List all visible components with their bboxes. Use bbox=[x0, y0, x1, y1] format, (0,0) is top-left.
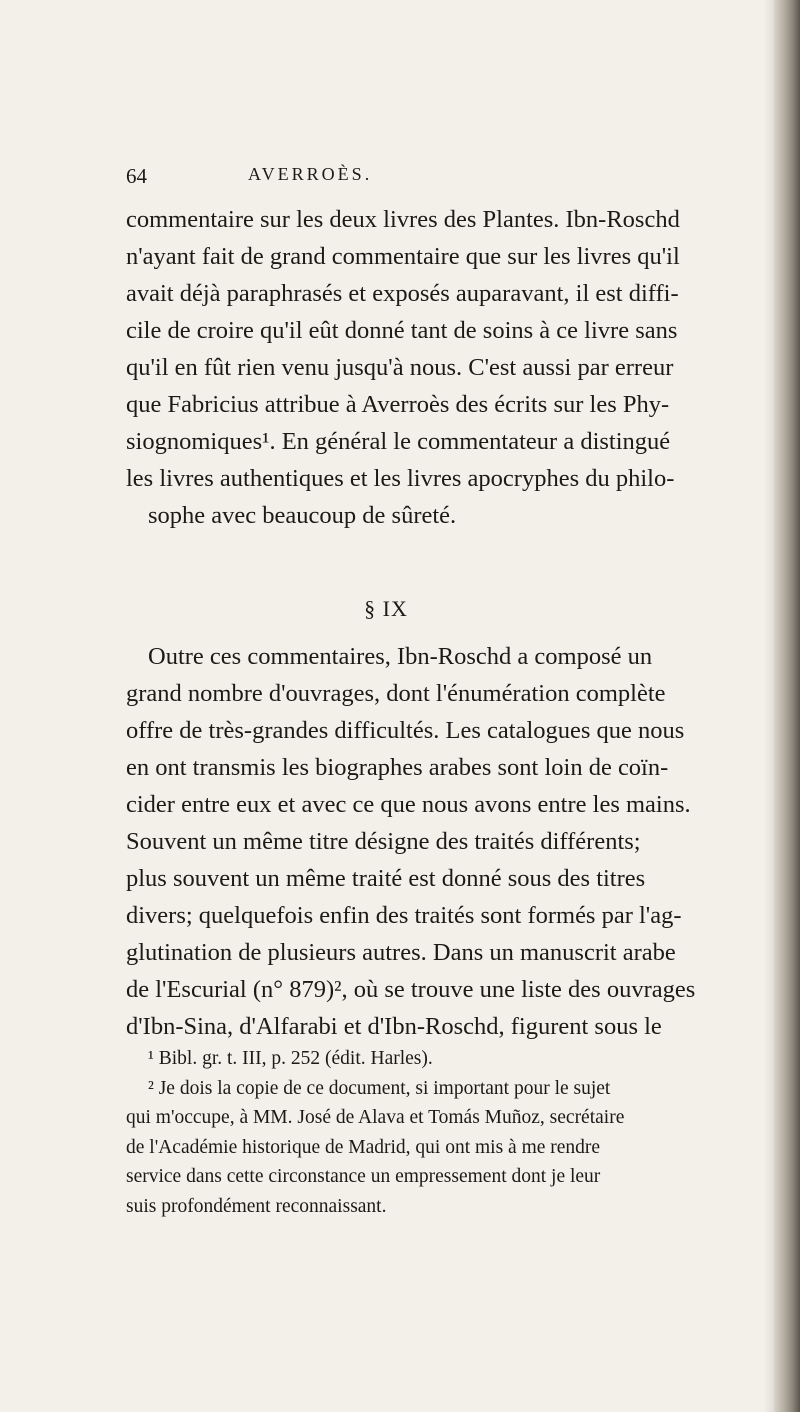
page-edge bbox=[774, 0, 800, 1412]
text-line: les livres authentiques et les livres apocryphes du philo- bbox=[126, 465, 675, 492]
text-line: glutination de plusieurs autres. Dans un manuscrit arabe bbox=[126, 939, 676, 966]
page-header bbox=[126, 164, 666, 194]
text-line: commentaire sur les deux livres des Plantes. Ibn-Roschd bbox=[126, 206, 680, 233]
text-line: de l'Escurial (n° 879)², où se trouve une liste des ouvrages bbox=[126, 976, 696, 1003]
text-line: Outre ces commentaires, Ibn-Roschd a composé un bbox=[148, 643, 653, 670]
running-head: AVERROÈS. bbox=[248, 164, 373, 184]
text-line: offre de très-grandes difficultés. Les catalogues que nous bbox=[126, 717, 685, 744]
section-heading bbox=[0, 596, 800, 622]
text-line: d'Ibn-Sina, d'Alfarabi et d'Ibn-Roschd, figurent sous le bbox=[126, 1013, 662, 1040]
text-line: cider entre eux et avec ce que nous avons entre les mains. bbox=[126, 791, 691, 818]
paragraph-1 bbox=[126, 201, 776, 534]
text-line: n'ayant fait de grand commentaire que sur les livres qu'il bbox=[126, 243, 680, 270]
footnote-line: qui m'occupe, à MM. José de Alava et Tomás Muñoz, secrétaire bbox=[126, 1107, 625, 1128]
footnote-line: ¹ Bibl. gr. t. III, p. 252 (édit. Harles). bbox=[148, 1048, 433, 1069]
footnote-line: de l'Académie historique de Madrid, qui ont mis à me rendre bbox=[126, 1136, 601, 1158]
footnote-line: service dans cette circonstance un empressement dont je leur bbox=[126, 1166, 601, 1187]
text-line: plus souvent un même traité est donné sous des titres bbox=[126, 865, 646, 892]
text-line: grand nombre d'ouvrages, dont l'énumération complète bbox=[126, 680, 666, 707]
text-line: en ont transmis les biographes arabes sont loin de coïn- bbox=[126, 754, 669, 781]
text-line: que Fabricius attribue à Averroès des écrits sur les Phy- bbox=[126, 391, 670, 418]
text-line: cile de croire qu'il eût donné tant de soins à ce livre sans bbox=[126, 317, 678, 344]
paragraph-2 bbox=[126, 638, 776, 1045]
footnote-line: ² Je dois la copie de ce document, si important pour le sujet bbox=[148, 1077, 611, 1099]
text-line: qu'il en fût rien venu jusqu'à nous. C'est aussi par erreur bbox=[126, 354, 674, 381]
text-line: sophe avec beaucoup de sûreté. bbox=[148, 502, 457, 529]
footnote-line: suis profondément reconnaissant. bbox=[126, 1195, 387, 1217]
text-line: avait déjà paraphrasés et exposés auparavant, il est diffi- bbox=[126, 280, 679, 307]
text-line: siognomiques¹. En général le commentateur a distingué bbox=[126, 428, 671, 455]
text-line: Souvent un même titre désigne des traités différents; bbox=[126, 828, 641, 855]
footnotes bbox=[126, 1044, 776, 1221]
section-heading-text: § IX bbox=[364, 596, 408, 621]
text-line: divers; quelquefois enfin des traités sont formés par l'ag- bbox=[126, 902, 682, 929]
page-number: 64 bbox=[126, 164, 147, 188]
